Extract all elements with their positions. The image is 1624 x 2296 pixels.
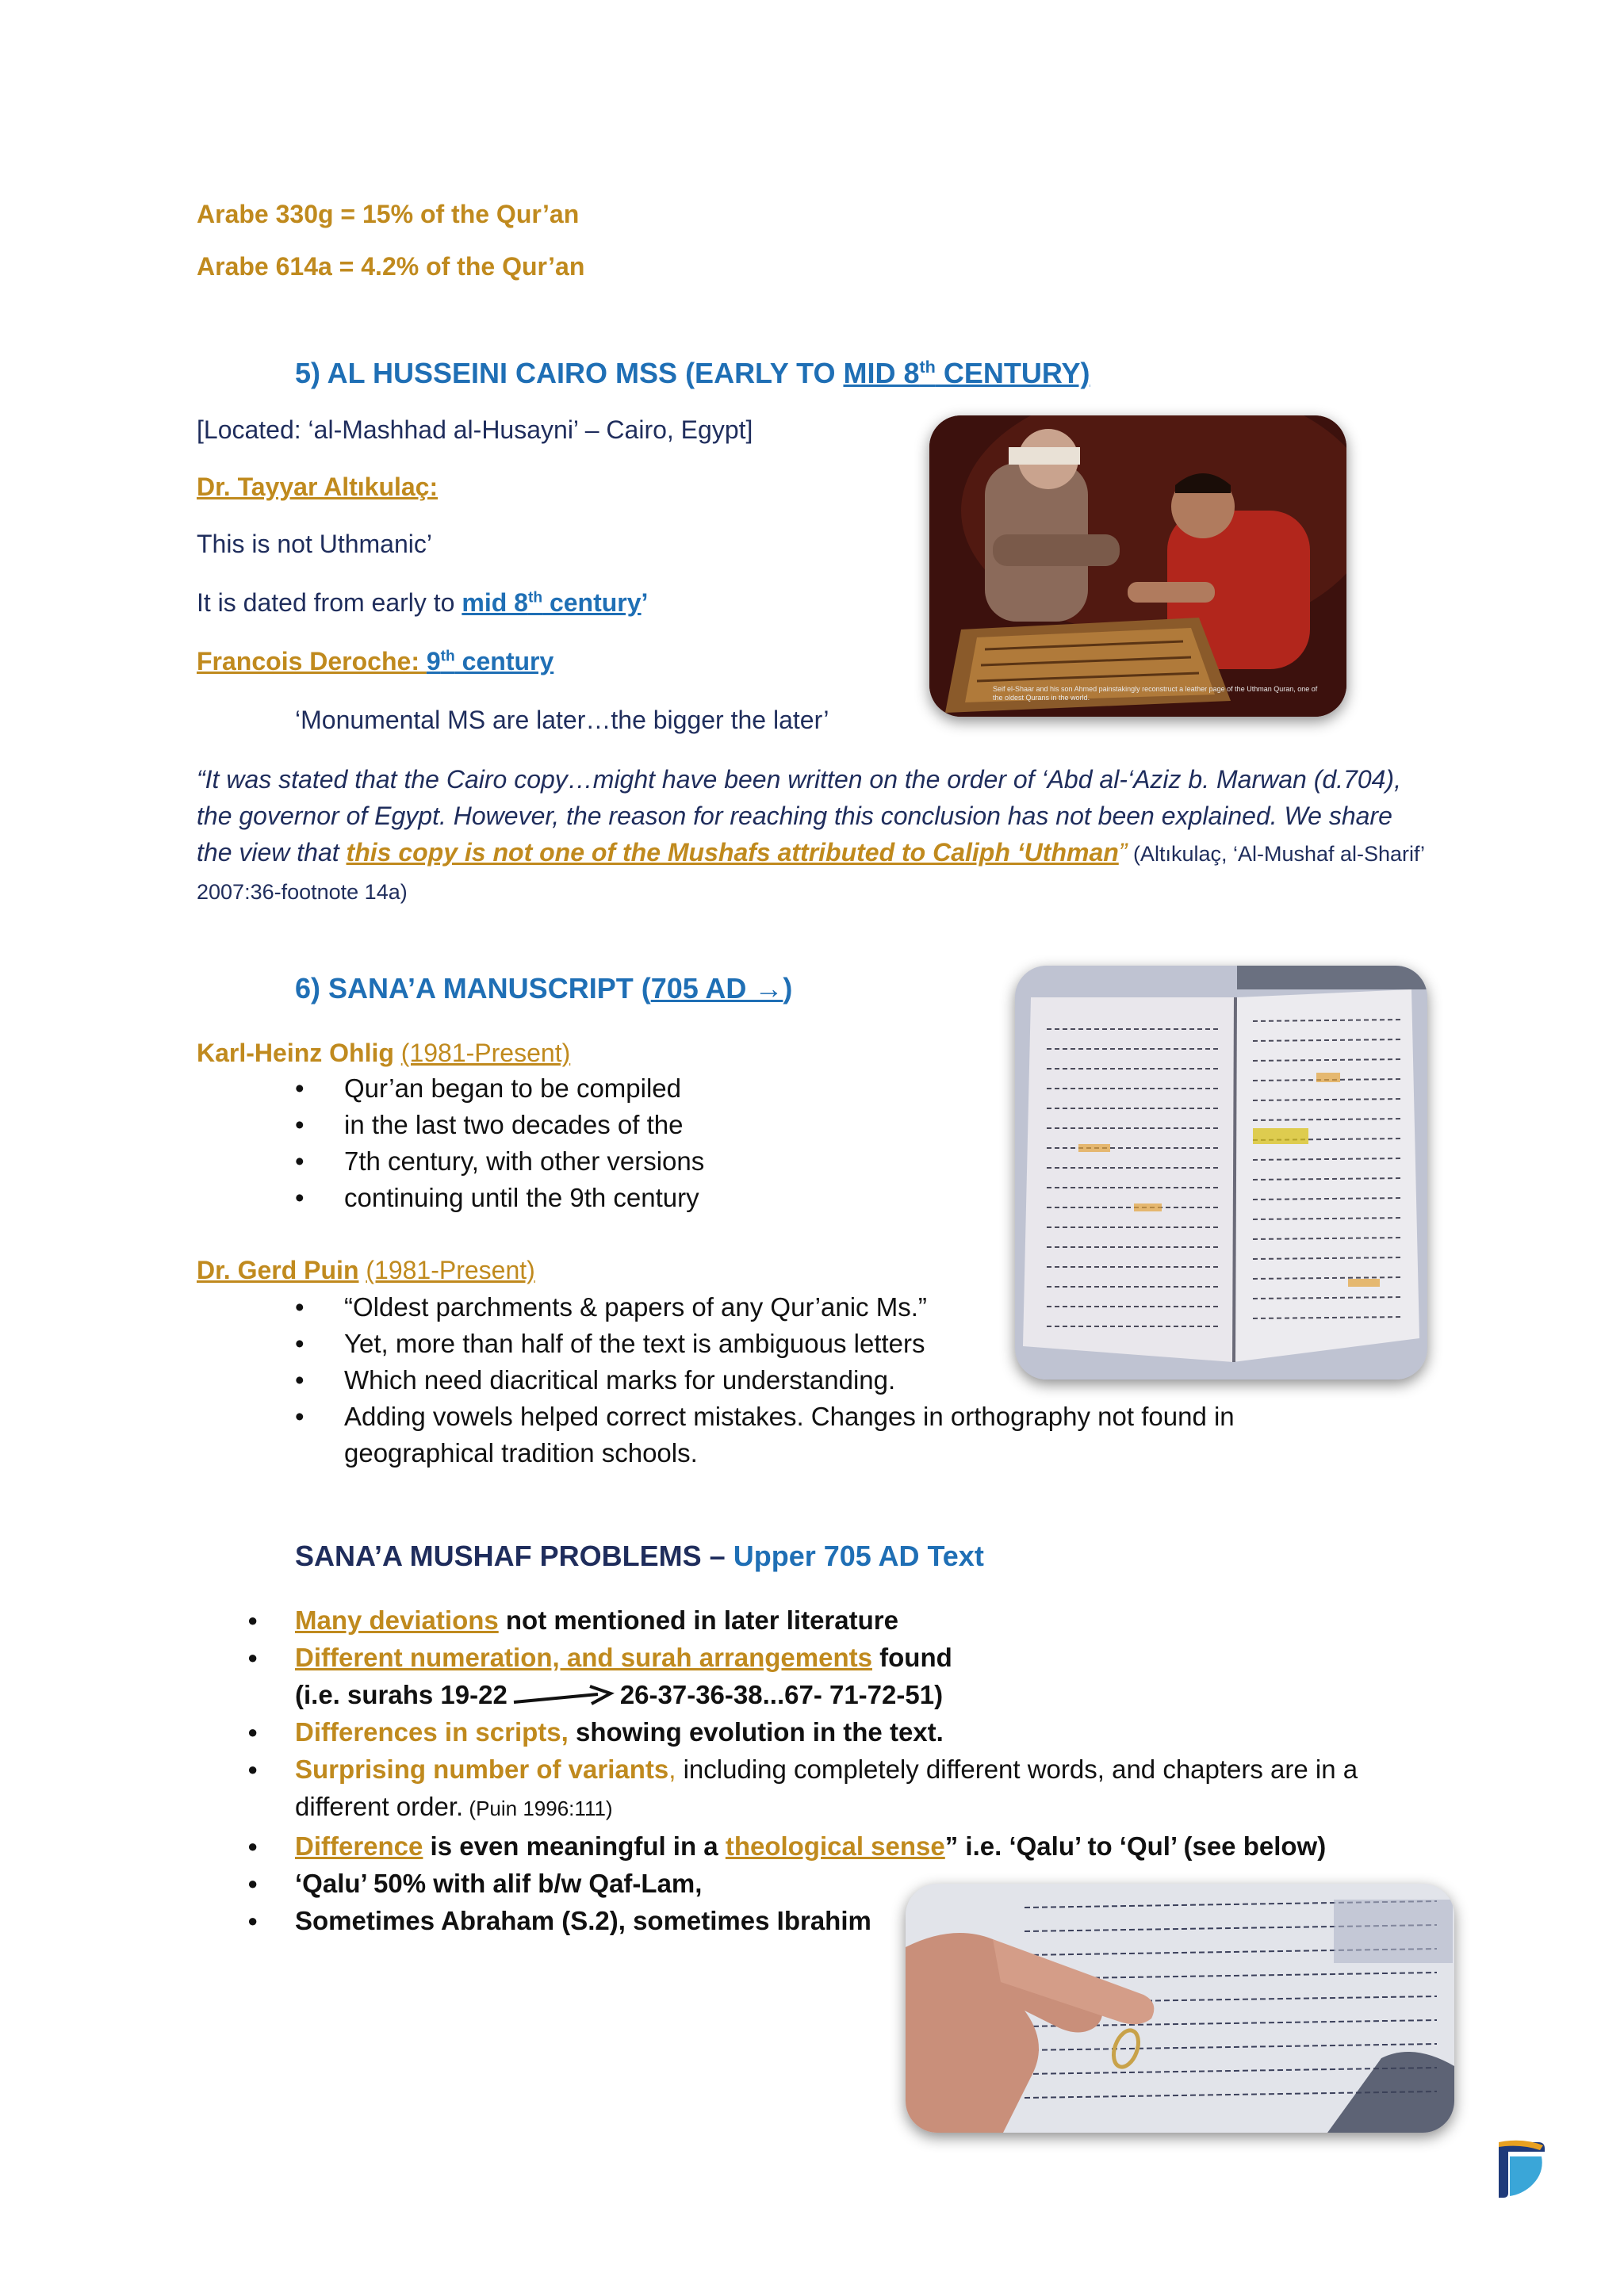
location-note: [Located: ‘al-Mashhad al-Husayni’ – Cairo, Egypt] [197, 415, 753, 444]
section5-heading: 5) AL HUSSEINI CAIRO MSS (EARLY TO MID 8th CENTURY) [295, 357, 1090, 389]
stat-line-2: Arabe 614a = 4.2% of the Qur’an [197, 252, 585, 281]
mid-8th-century-link[interactable]: mid 8th century [462, 588, 642, 617]
sanaa-photo-illustration [1015, 966, 1427, 1380]
list-item: ● Surprising number of variants, including completely different words, and chapters are in a different order. (Puin 1996:111) [247, 1751, 1437, 1827]
person-puin: Dr. Gerd Puin (1981-Present) [197, 1256, 535, 1284]
list-item: ● ‘Qalu’ 50% with alif b/w Qaf-Lam, [247, 1865, 1437, 1902]
author-altikulac: Dr. Tayyar Altıkulaç: [197, 473, 439, 501]
section6-heading: 6) SANA’A MANUSCRIPT (705 AD →) [295, 972, 793, 1004]
list-item: • 7th century, with other versions [295, 1143, 1009, 1180]
705-ad-link[interactable]: 705 AD → [650, 972, 783, 1004]
logo-icon [1491, 2134, 1546, 2198]
manuscript-hand-photo [906, 1884, 1454, 2133]
sanaa-manuscript-photo [1015, 966, 1427, 1380]
list-item: ● Sometimes Abraham (S.2), sometimes Ibrahim [247, 1902, 1437, 1939]
cairo-manuscript-photo [929, 415, 1346, 717]
list-item: ● Many deviations not mentioned in later literature [247, 1601, 1437, 1639]
arrow-right-icon [512, 1685, 615, 1709]
list-item: • in the last two decades of the [295, 1107, 1009, 1143]
quote-not-uthmanic: This is not Uthmanic’ [197, 530, 432, 558]
list-item: ● Differences in scripts, showing evolution in the text. [247, 1713, 1437, 1751]
quote-dated: It is dated from early to mid 8th century’ [197, 588, 649, 617]
person-ohlig: Karl-Heinz Ohlig (1981-Present) [197, 1039, 571, 1067]
list-item: • Yet, more than half of the text is ambiguous letters [295, 1326, 1350, 1362]
section5-heading-link[interactable]: MID 8th CENTURY) [843, 357, 1090, 389]
list-item: ● Different numeration, and surah arrangements found (i.e. surahs 19-22 26-37-36-38...67- 71-72-51) [247, 1639, 1437, 1713]
stat-line-1: Arabe 330g = 15% of the Qur’an [197, 200, 580, 228]
cairo-photo-illustration [929, 415, 1346, 717]
9th-century-link[interactable]: 9th century [426, 647, 554, 675]
list-item: • “Oldest parchments & papers of any Qur’anic Ms.” [295, 1289, 1350, 1326]
list-item: • Qur’an began to be compiled [295, 1070, 1009, 1107]
ohlig-bullets [295, 1070, 1009, 1216]
cairo-photo-caption: Seif el-Shaar and his son Ahmed painstakingly reconstruct a leather page of the Uthman Quran, one of the oldest Qurans in the world. [993, 685, 1318, 702]
author-deroche: Francois Deroche: 9th century [197, 647, 554, 675]
list-item: • Adding vowels helped correct mistakes. Changes in orthography not found in geographical tradition schools. [295, 1399, 1350, 1471]
long-quote: “It was stated that the Cairo copy…might have been written on the order of ‘Abd al-‘Aziz b. Marwan (d.704), the governor of Egypt. However, the reason for reaching this conclusion has not been explained. We share the view that this copy is not one of the Mushafs attributed to Caliph ‘Uthman” (Altıkulaç, ‘Al-Mushaf al-Sharif’ 2007:36-footnote 14a) [197, 765, 1425, 904]
problems-heading: SANA’A MUSHAF PROBLEMS – Upper 705 AD Text [295, 1540, 984, 1572]
list-item: • Which need diacritical marks for understanding. [295, 1362, 1350, 1399]
list-item: ● Difference is even meaningful in a theological sense” i.e. ‘Qalu’ to ‘Qul’ (see below) [247, 1827, 1437, 1865]
list-item: • continuing until the 9th century [295, 1180, 1009, 1216]
quote-monumental: ‘Monumental MS are later…the bigger the later’ [295, 706, 829, 734]
hand-photo-illustration [906, 1884, 1454, 2133]
